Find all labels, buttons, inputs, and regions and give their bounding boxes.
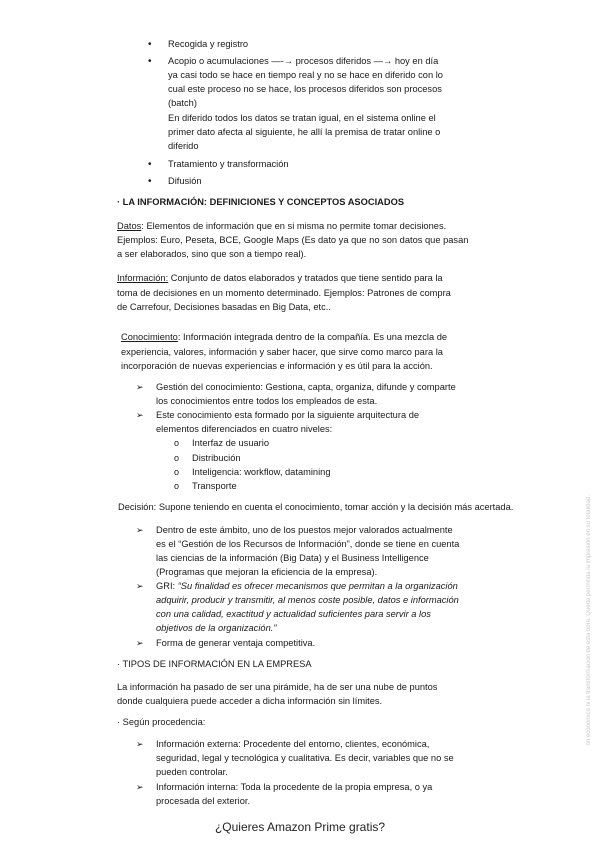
level-item: o Inteligencia: workflow, datamining — [192, 466, 331, 479]
paragraph-line — [121, 331, 447, 344]
informacion-term: Información: — [117, 273, 169, 283]
text-line: (Programas que mejoran la eficiencia de la empresa). — [156, 567, 378, 577]
list-item: • Recogida y registro — [168, 38, 248, 51]
text-line: los conocimientos entre todos los empleados de esta. — [156, 396, 378, 406]
list-item: • Acopio o acumulaciones —-→ procesos diferidos —→ hoy en día — [168, 55, 438, 68]
text-line: es el “Gestión de los Recursos de Información”, donde se tiene en cuenta — [156, 539, 460, 549]
paragraph-line: toma de decisiones en un momento determinado. Ejemplos: Patrones de compra — [117, 288, 451, 298]
gri-quote: “Su finalidad es ofrecer mecanismos que permitan a la organización — [177, 581, 458, 591]
datos-text: : Elementos de información que en si misma no permite tomar decisiones. — [141, 221, 447, 231]
text-line: con una calidad, exactitud y actualidad suficientes para servir a los — [156, 609, 431, 619]
subheading: · Según procedencia: — [117, 717, 206, 727]
text-line: diferido — [168, 141, 199, 151]
text-line: En diferido todos los datos se tratan igual, en el sistema online el — [168, 113, 436, 123]
list-item: ➢ Gestión del conocimiento: Gestiona, capta, organiza, difunde y comparte — [156, 381, 456, 394]
paragraph-line — [117, 272, 443, 285]
text-line: procesada del exterior. — [156, 796, 251, 806]
paragraph-line: incorporación de nuevas experiencias e información y es útil para la acción. — [121, 361, 433, 371]
list-item: ➢ Información interna: Toda la procedente de la propia empresa, o ya — [156, 781, 432, 794]
list-item: ➢ Información externa: Procedente del entorno, clientes, económica, — [156, 738, 429, 751]
list-item: ➢ Dentro de este ámbito, uno de los puestos mejor valorados actualmente — [156, 524, 453, 537]
gri-label: GRI: — [156, 581, 178, 591]
conocimiento-term: Conocimiento — [121, 332, 178, 342]
section-heading: · LA INFORMACIÓN: DEFINICIONES Y CONCEPTOS ASOCIADOS — [117, 197, 405, 207]
promo-banner[interactable]: ¿Quieres Amazon Prime gratis? — [214, 820, 386, 834]
level-item: o Transporte — [192, 480, 237, 493]
list-item — [156, 580, 458, 593]
paragraph-line: Ejemplos: Euro, Peseta, BCE, Google Maps (Es dato ya que no son datos que pasan — [117, 235, 469, 245]
conocimiento-text: : Información integrada dentro de la compañía. Es una mezcla de — [177, 332, 448, 342]
paragraph-line: Decisión: Supone teniendo en cuenta el conocimiento, tomar acción y la decisión más acertada. — [118, 502, 514, 512]
text-line: primer dato afecta al siguiente, he allí la premisa de tratar online o — [168, 127, 441, 137]
list-item: • Tratamiento y transformación — [168, 158, 289, 171]
paragraph-line — [117, 220, 446, 233]
text-line: seguridad, legal y tecnológica y cualitativa. Es decir, variables que no se — [156, 753, 454, 763]
paragraph-line: a ser elaborados, sino que son a tiempo real). — [117, 249, 307, 259]
side-notice: ón económica ni la transformación de esta obra. Queda permitida la impresión en su totalidad. — [586, 495, 592, 746]
paragraph-line: donde cualquiera puede acceder a dicha información sin límites. — [117, 696, 383, 706]
datos-term: Datos — [117, 221, 142, 231]
paragraph-line: experiencia, valores, información y saber hacer, que sirve como marco para la — [121, 347, 443, 357]
text-line: pueden controlar. — [156, 767, 228, 777]
list-item: • Difusión — [168, 175, 202, 188]
text-line: ya casi todo se hace en tiempo real y no se hace en diferido con lo — [168, 70, 443, 80]
level-item: o Distribución — [192, 452, 241, 465]
text-line: elementos diferenciados en cuatro niveles: — [156, 424, 333, 434]
paragraph-line: La información ha pasado de ser una pirámide, ha de ser una nube de puntos — [117, 682, 438, 692]
section-heading: · TIPOS DE INFORMACIÓN EN LA EMPRESA — [117, 659, 312, 669]
text-line: cual este proceso no se hace, los procesos diferidos son procesos — [168, 84, 442, 94]
text-line: objetivos de la organización.” — [156, 623, 277, 633]
text-line: (batch) — [168, 98, 197, 108]
list-item: ➢ Este conocimiento esta formado por la siguiente arquitectura de — [156, 409, 419, 422]
paragraph-line: de Carrefour, Decisiones basadas en Big Data, etc.. — [117, 302, 331, 312]
text-line: adquirir, producir y transmitir, al menos coste posible, datos e información — [156, 595, 459, 605]
level-item: o Interfaz de usuario — [192, 437, 269, 450]
list-item: ➢ Forma de generar ventaja competitiva. — [156, 637, 315, 650]
informacion-text: Conjunto de datos elaborados y tratados que tiene sentido para la — [168, 273, 443, 283]
text-line: las ciencias de la información (Big Data) y el Business Intelligence — [156, 553, 429, 563]
